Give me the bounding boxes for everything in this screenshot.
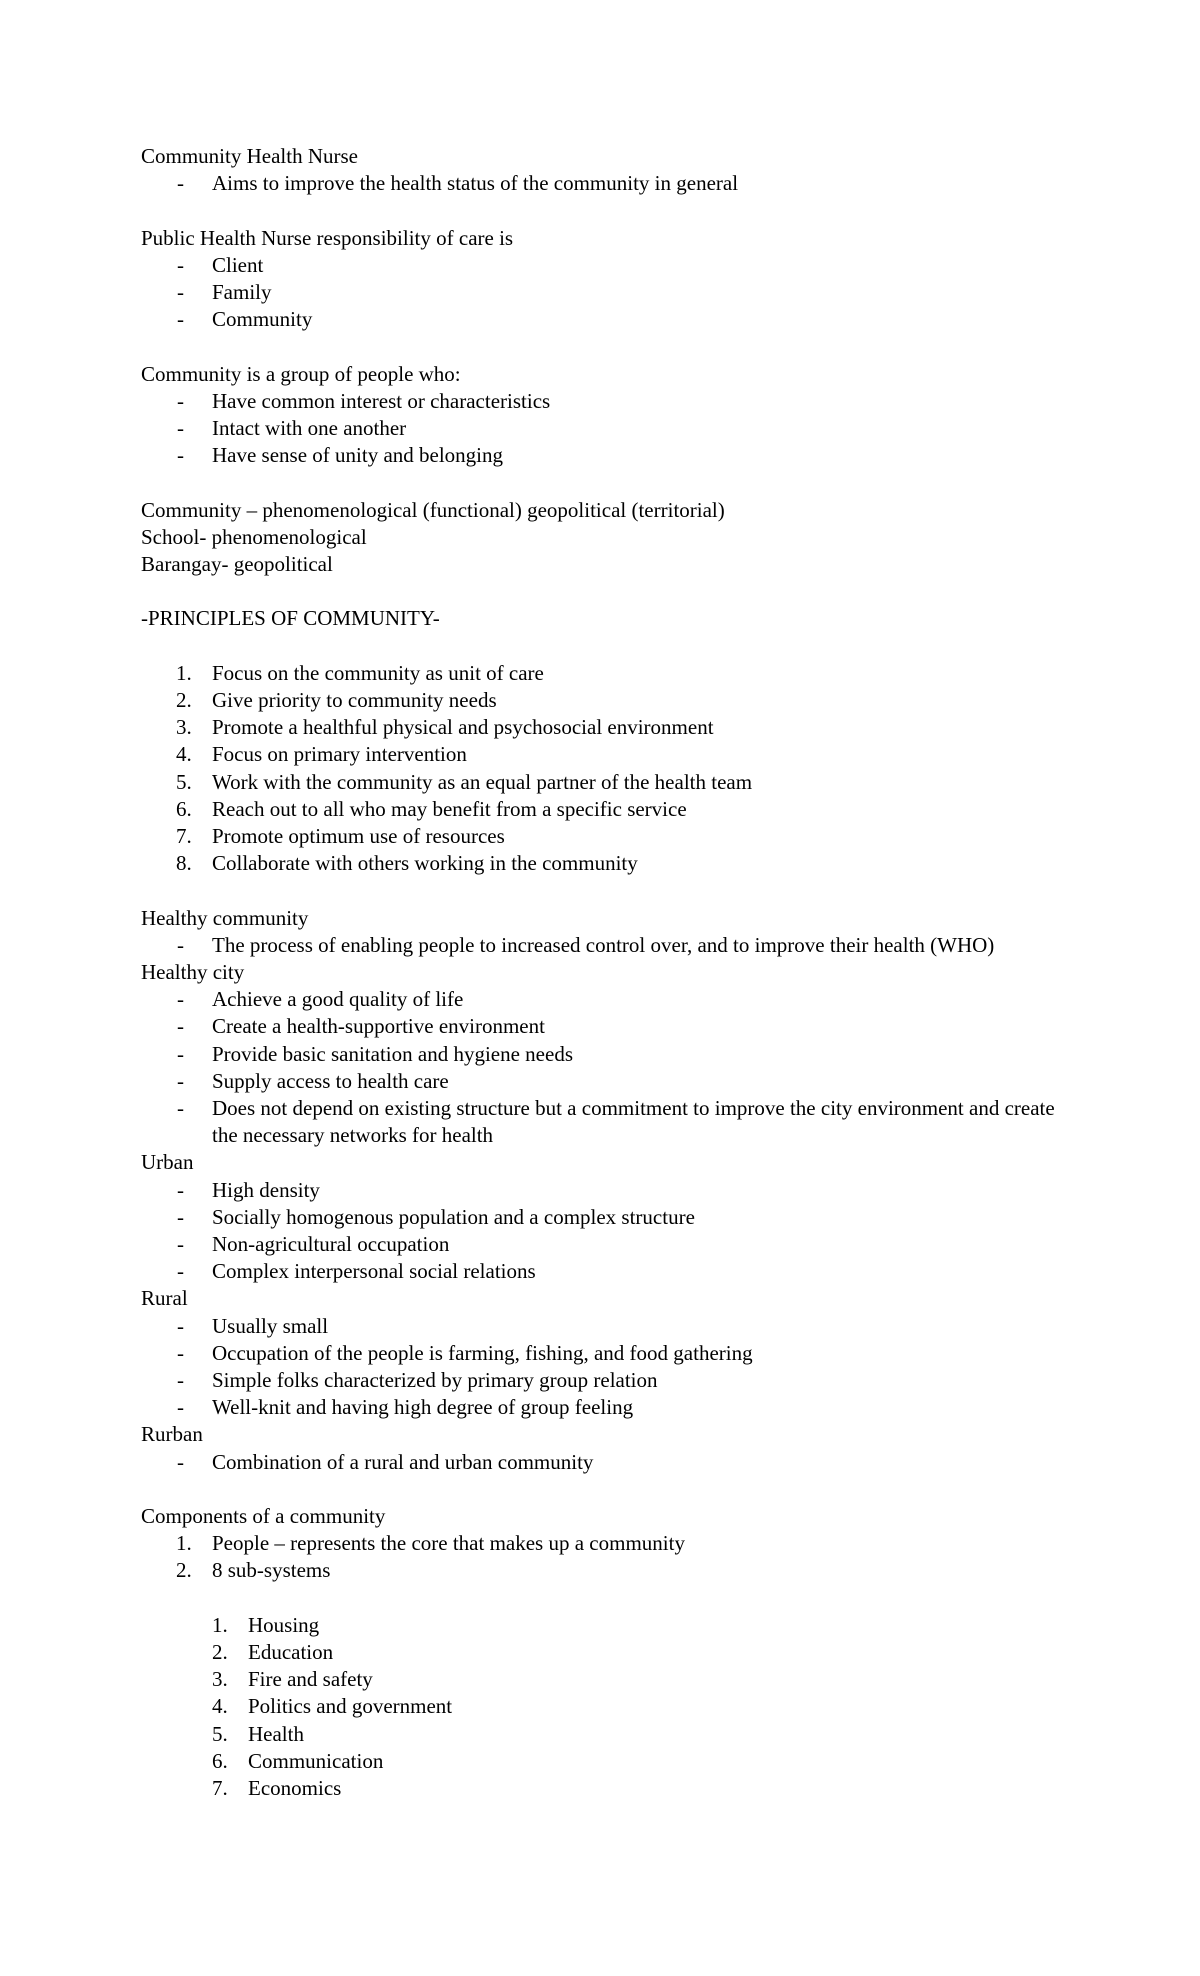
list-number: 2. [212, 1640, 228, 1665]
text-line: School- phenomenological [141, 524, 367, 549]
bullet-mark: - [177, 932, 184, 957]
section-community-definition [141, 361, 1081, 470]
bullet-mark: - [177, 1368, 184, 1393]
bullet-mark: - [177, 1204, 184, 1229]
bullet-list [141, 1313, 1081, 1422]
list-item: - Usually small [141, 1313, 1081, 1340]
bullet-list [141, 388, 1081, 470]
list-item: - Aims to improve the health status of the community in general [141, 170, 1081, 197]
section-community-types [141, 497, 1081, 579]
list-item: - Family [141, 279, 1081, 306]
text-line: Community – phenomenological (functional) geopolitical (territorial) [141, 497, 725, 522]
list-item: 1. Housing [141, 1612, 1081, 1639]
list-item: - Community [141, 306, 1081, 333]
list-item: - The process of enabling people to increased control over, and to improve their health (WHO) [141, 932, 1081, 959]
bullet-mark: - [177, 987, 184, 1012]
list-item: 7. Economics [141, 1775, 1081, 1802]
bullet-list [141, 1449, 1081, 1476]
numbered-list [141, 1530, 1081, 1584]
list-item: - Intact with one another [141, 415, 1081, 442]
list-number: 7. [176, 824, 192, 848]
list-number: 7. [212, 1776, 228, 1801]
section-heading: Urban [141, 1150, 194, 1175]
section-heading: Community is a group of people who: [141, 361, 461, 386]
section-healthy-community [141, 905, 1081, 959]
bullet-mark: - [177, 1232, 184, 1257]
numbered-list [141, 660, 1081, 878]
list-item: - High density [141, 1177, 1081, 1204]
bullet-mark: - [177, 443, 184, 468]
bullet-mark: - [177, 280, 184, 304]
list-item: - Have common interest or characteristics [141, 388, 1081, 415]
section-heading: -PRINCIPLES OF COMMUNITY- [141, 606, 440, 631]
section-public-health-nurse [141, 225, 1081, 334]
document-page [141, 143, 1081, 1802]
section-heading: Community Health Nurse [141, 144, 358, 168]
list-number: 5. [176, 769, 192, 794]
section-heading: Rural [141, 1286, 188, 1311]
list-number: 4. [176, 742, 192, 767]
bullet-mark: - [177, 1041, 184, 1066]
section-heading: Components of a community [141, 1504, 386, 1529]
list-number: 4. [212, 1694, 228, 1719]
list-item: - Client [141, 252, 1081, 279]
list-item: 2. 8 sub-systems [141, 1557, 1081, 1584]
list-item: - Socially homogenous population and a complex structure [141, 1204, 1081, 1231]
bullet-mark: - [177, 171, 184, 196]
list-item: - Supply access to health care [141, 1068, 1081, 1095]
bullet-list [141, 1177, 1081, 1286]
bullet-mark: - [177, 1340, 184, 1365]
list-number: 1. [176, 660, 192, 685]
list-item: 4. Politics and government [141, 1693, 1081, 1720]
list-item: 4. Focus on primary intervention [141, 741, 1081, 768]
list-item: - Occupation of the people is farming, fishing, and food gathering [141, 1340, 1081, 1367]
list-item: - Achieve a good quality of life [141, 986, 1081, 1013]
section-rural [141, 1285, 1081, 1421]
list-item: 6. Communication [141, 1748, 1081, 1775]
bullet-mark: - [177, 307, 184, 332]
bullet-mark: - [177, 416, 184, 440]
list-item: 2. Give priority to community needs [141, 687, 1081, 714]
list-number: 2. [176, 1558, 192, 1583]
bullet-mark: - [177, 388, 184, 413]
list-item: 5. Health [141, 1721, 1081, 1748]
section-heading: Healthy city [141, 960, 245, 984]
list-number: 5. [212, 1721, 228, 1746]
bullet-mark: - [177, 1449, 184, 1474]
bullet-list [141, 252, 1081, 334]
list-number: 1. [176, 1531, 192, 1556]
bullet-mark: - [177, 1096, 184, 1121]
list-item: - Combination of a rural and urban community [141, 1449, 1081, 1476]
section-heading: Rurban [141, 1422, 203, 1447]
bullet-mark: - [177, 1313, 184, 1338]
bullet-list [141, 986, 1081, 1149]
section-community-health-nurse [141, 143, 1081, 197]
list-item: - Create a health-supportive environment [141, 1013, 1081, 1040]
list-number: 6. [176, 796, 192, 821]
section-urban [141, 1149, 1081, 1285]
list-item: - Does not depend on existing structure but a commitment to improve the city environment and create the necessary networks for health [177, 1096, 1055, 1148]
list-number: 6. [212, 1748, 228, 1773]
bullet-list [141, 932, 1081, 959]
subsystem-list [141, 1612, 1081, 1802]
list-item: 3. Fire and safety [141, 1666, 1081, 1693]
bullet-mark: - [177, 1395, 184, 1420]
list-item: 7. Promote optimum use of resources [141, 823, 1081, 850]
list-item: - Well-knit and having high degree of group feeling [141, 1394, 1081, 1421]
list-item: 2. Education [141, 1639, 1081, 1666]
list-item: - Non-agricultural occupation [141, 1231, 1081, 1258]
section-components [141, 1503, 1081, 1802]
list-item: 1. People – represents the core that makes up a community [141, 1530, 1081, 1557]
section-principles [141, 605, 1081, 877]
bullet-mark: - [177, 252, 184, 277]
list-item: 6. Reach out to all who may benefit from a specific service [141, 796, 1081, 823]
list-item: 3. Promote a healthful physical and psychosocial environment [141, 714, 1081, 741]
list-item: - Provide basic sanitation and hygiene needs [141, 1041, 1081, 1068]
list-item: 5. Work with the community as an equal partner of the health team [141, 769, 1081, 796]
list-item: 8. Collaborate with others working in the community [141, 850, 1081, 877]
section-heading: Public Health Nurse responsibility of care is [141, 225, 514, 250]
list-number: 3. [212, 1667, 228, 1692]
bullet-mark: - [177, 1014, 184, 1039]
section-healthy-city [141, 959, 1081, 1149]
list-item: - Simple folks characterized by primary group relation [141, 1367, 1081, 1394]
list-number: 3. [176, 715, 192, 740]
bullet-mark: - [177, 1177, 184, 1202]
list-number: 8. [176, 851, 192, 876]
section-heading: Healthy community [141, 905, 309, 930]
list-item: 1. Focus on the community as unit of care [141, 660, 1081, 687]
text-line: Barangay- geopolitical [141, 552, 333, 576]
section-rurban [141, 1421, 1081, 1475]
list-number: 1. [212, 1612, 228, 1637]
bullet-list [141, 170, 1081, 197]
list-number: 2. [176, 687, 192, 712]
bullet-mark: - [177, 1068, 184, 1093]
bullet-mark: - [177, 1259, 184, 1284]
list-item: - Complex interpersonal social relations [141, 1258, 1081, 1285]
list-item: - Have sense of unity and belonging [141, 442, 1081, 469]
